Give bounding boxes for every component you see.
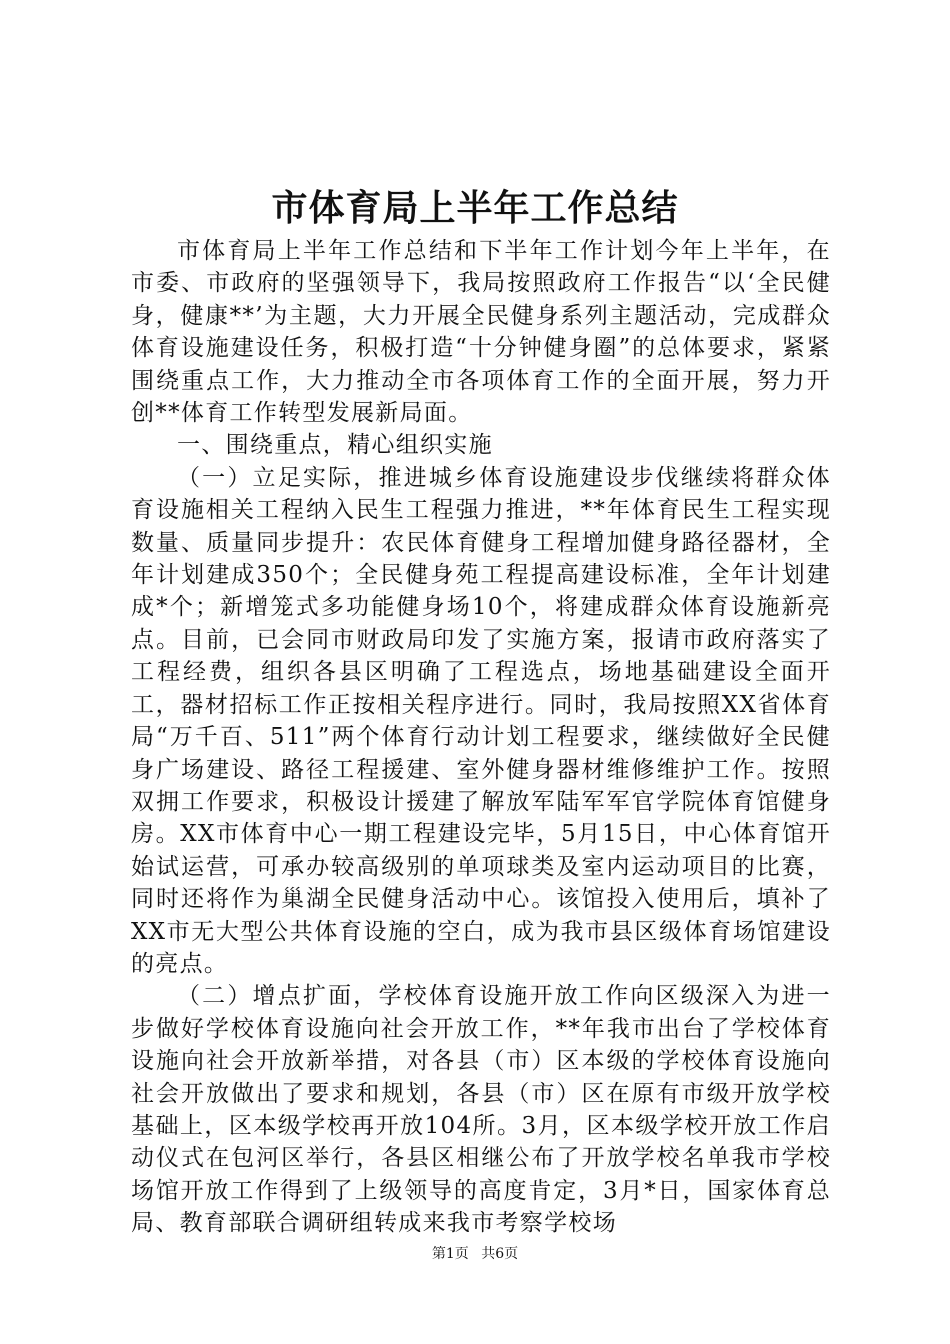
section-heading: 一、围绕重点，精心组织实施: [177, 432, 493, 459]
body-paragraph-1: （一）立足实际，推进城乡体育设施建设步伐继续将群众体育设施相关工程纳入民生工程强力推进，**年体育民生工程实现数量、质量同步提升：农民体育健身工程增加健身路径器材，全年计划建成350个；全民健身苑工程提高建设标准，全年计划建成*个；新增笼式多功能健身场10个，将建成群众体育设施新亮点。目前，已会同市财政局印发了实施方案，报请市政府落实了工程经费，组织各县区明确了工程选点，场地基础建设全面开工，器材招标工作正按相关程序进行。同时，我局按照XX省体育局“万千百、511”两个体育行动计划工程要求，继续做好全民健身广场建设、路径工程援建、室外健身器材维修维护工作。按照双拥工作要求，积极设计援建了解放军陆军军官学院体育馆健身房。XX市体育中心一期工程建设完毕，5月15日，中心体育馆开始试运营，可承办较高级别的单项球类及室内运动项目的比赛，同时还将作为巢湖全民健身活动中心。该馆投入使用后，填补了XX市无大型公共体育设施的空白，成为我市县区级体育场馆建设的亮点。: [131, 464, 831, 977]
page-total: 共6页: [481, 1246, 519, 1262]
document-body: [131, 235, 831, 1240]
page-footer: [0, 1244, 950, 1264]
body-paragraph-2: （二）增点扩面，学校体育设施开放工作向区级深入为进一步做好学校体育设施向社会开放工作，**年我市出台了学校体育设施向社会开放新举措，对各县（市）区本级的学校体育设施向社会开放做出了要求和规划，各县（市）区在原有市级开放学校基础上，区本级学校再开放104所。3月，区本级学校开放工作启动仪式在包河区举行，各县区相继公布了开放学校名单我市学校场馆开放工作得到了上级领导的高度肯定，3月*日，国家体育总局、教育部联合调研组转成来我市考察学校场: [131, 983, 831, 1237]
document-title: 市体育局上半年工作总结: [271, 188, 679, 229]
page-number: 第1页: [431, 1246, 469, 1262]
intro-paragraph: 市体育局上半年工作总结和下半年工作计划今年上半年，在市委、市政府的坚强领导下，我局按照政府工作报告“以‘全民健身，健康**’为主题，大力开展全民健身系列主题活动，完成群众体育设施建设任务，积极打造“十分钟健身圈”的总体要求，紧紧围绕重点工作，大力推动全市各项体育工作的全面开展，努力开创**体育工作转型发展新局面。: [131, 238, 831, 427]
